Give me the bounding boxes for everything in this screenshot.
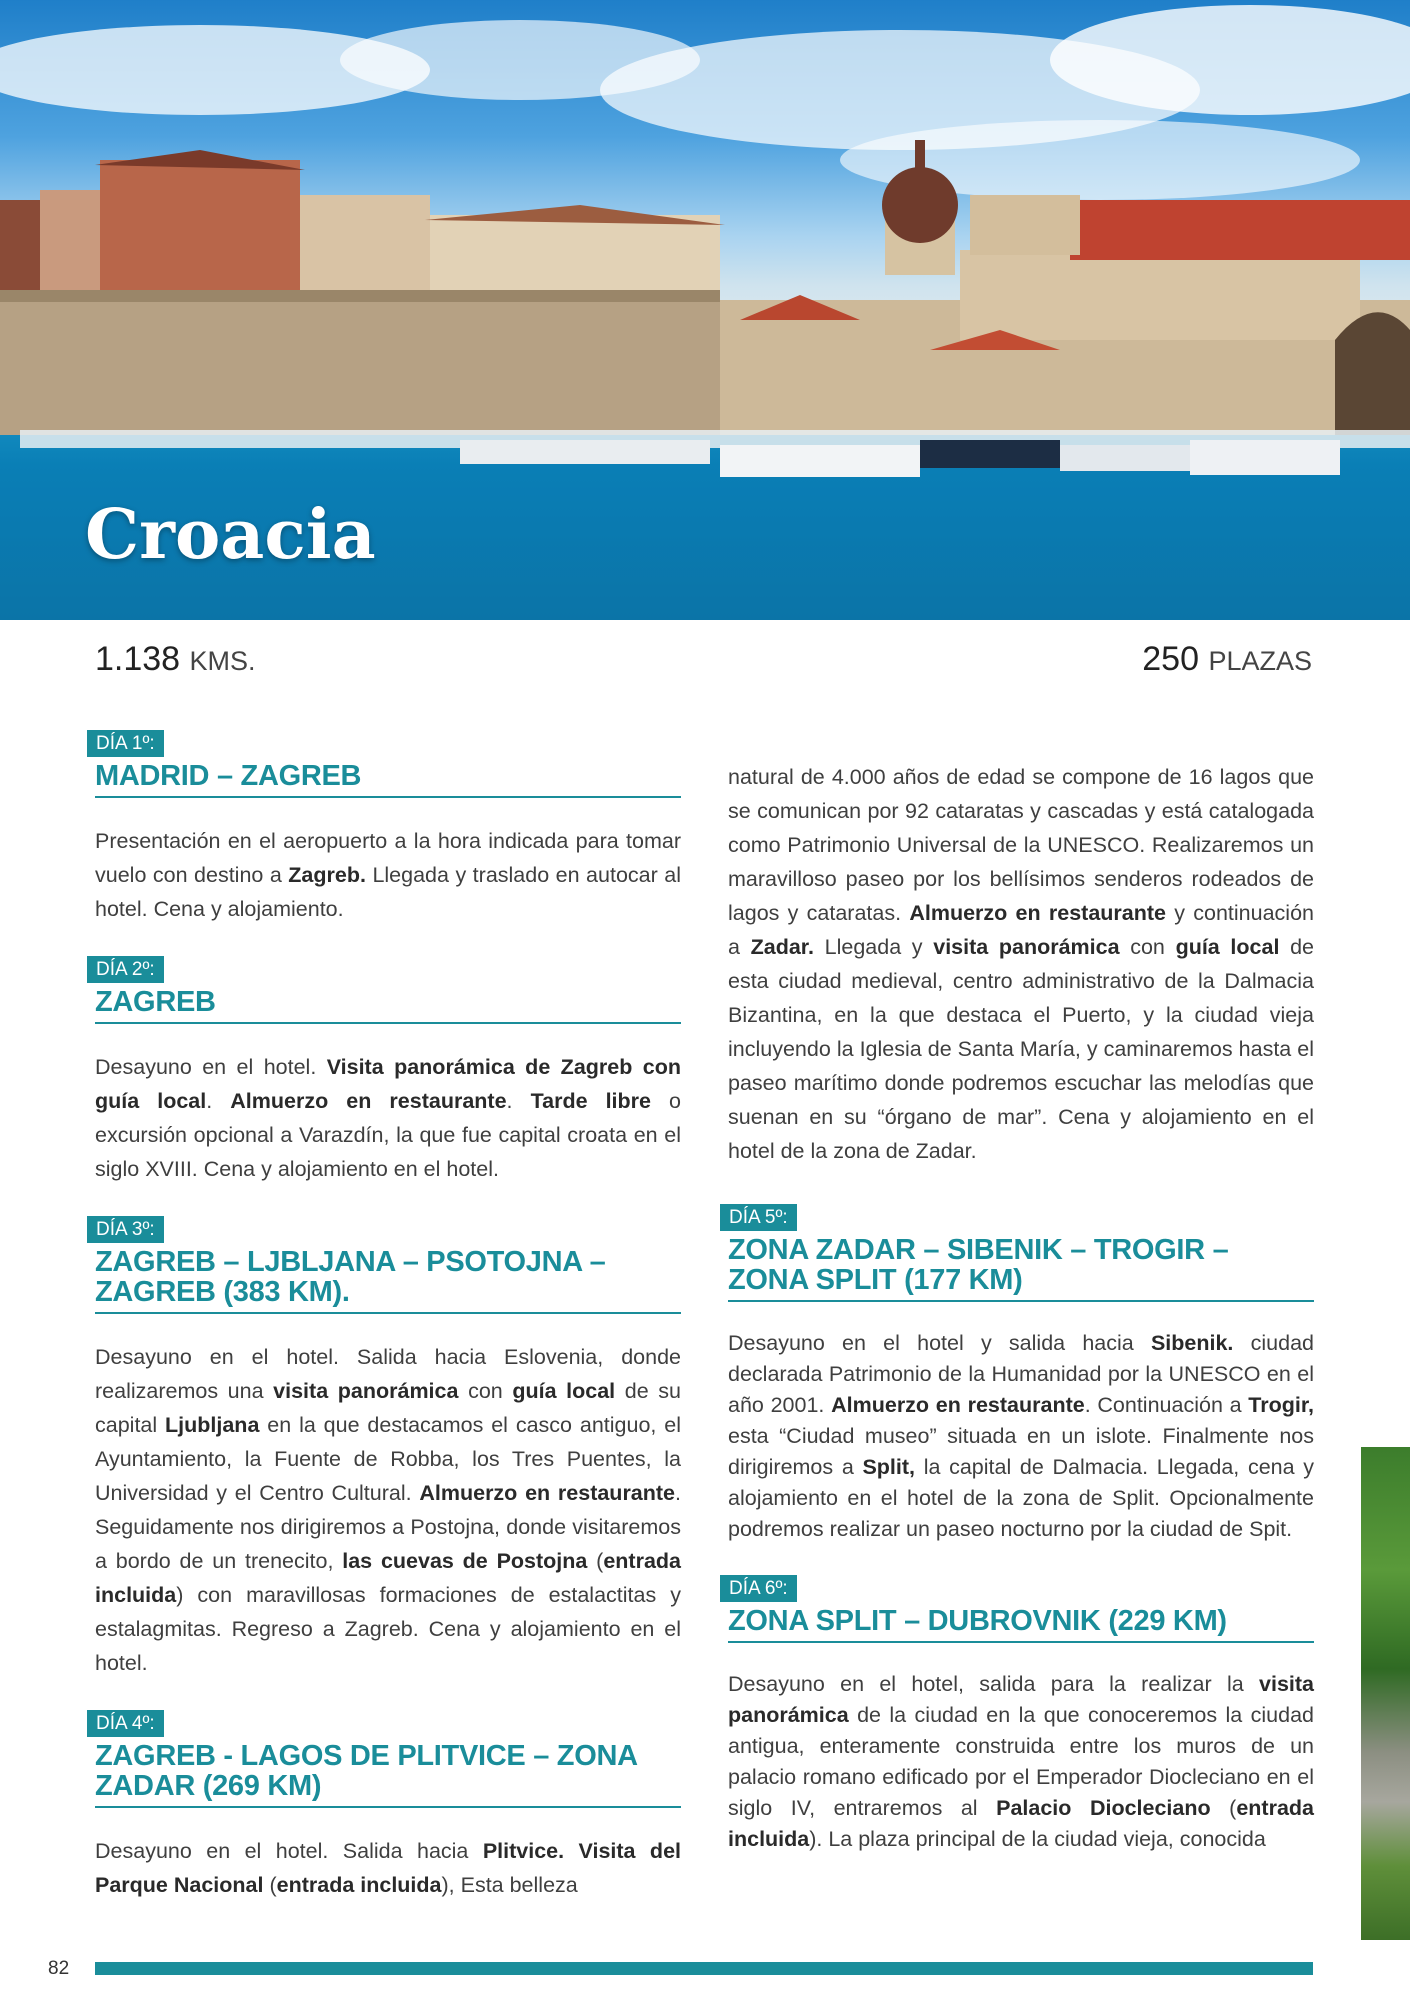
body-text: Desayuno en el hotel. Salida hacia Eslovenia, donde realizaremos una xyxy=(95,1345,681,1403)
day-description-continued xyxy=(728,760,1314,1168)
day-section xyxy=(95,956,681,1186)
day-description xyxy=(728,1669,1314,1855)
body-text: ( xyxy=(263,1873,277,1897)
body-text: Desayuno en el hotel y salida hacia xyxy=(728,1331,1151,1355)
body-text: de la ciudad en la que conoceremos la ciudad antigua, enteramente construida entre los muros de un palacio romano edificado por el Emperador Diocleciano en el siglo IV, entraremos al xyxy=(728,1703,1314,1820)
day-section xyxy=(95,1710,681,1902)
day-badge: DÍA 6º: xyxy=(720,1575,797,1602)
highlight-text: Zagreb. xyxy=(288,863,366,887)
day-badge: DÍA 5º: xyxy=(720,1204,797,1231)
day-badge: DÍA 1º: xyxy=(87,730,164,757)
day-title: MADRID – ZAGREB xyxy=(95,761,681,798)
distance-value: 1.138 xyxy=(95,640,181,678)
day-section xyxy=(95,730,681,926)
highlight-text: Trogir, xyxy=(1248,1393,1315,1417)
day-badge: DÍA 4º: xyxy=(87,1710,164,1737)
highlight-text: Tarde libre xyxy=(530,1089,651,1113)
day-badge: DÍA 3º: xyxy=(87,1216,164,1243)
body-text: y continuación a xyxy=(728,901,1314,959)
day-section xyxy=(728,1204,1314,1545)
body-text: ( xyxy=(1210,1796,1237,1820)
distance-stat xyxy=(95,640,256,679)
highlight-text: visita panorámica xyxy=(728,1672,1314,1727)
highlight-text: entrada incluida xyxy=(728,1796,1314,1851)
highlight-text: Plitvice. Visita del Parque Nacional xyxy=(95,1839,681,1897)
body-text: Desayuno en el hotel, salida para la realizar la xyxy=(728,1672,1260,1696)
highlight-text: entrada incluida xyxy=(95,1549,681,1607)
body-text: Desayuno en el hotel. xyxy=(95,1055,327,1079)
day-section xyxy=(728,1575,1314,1855)
body-text: ciudad declarada Patrimonio de la Humanidad por la UNESCO en el año 2001. xyxy=(728,1331,1314,1417)
body-text: Presentación en el aeropuerto a la hora indicada para tomar vuelo con destino a xyxy=(95,829,681,887)
highlight-text: Sibenik. xyxy=(1150,1331,1234,1355)
highlight-text: las cuevas de Postojna xyxy=(342,1549,588,1573)
day-title: ZAGREB xyxy=(95,987,681,1024)
body-text: Llegada y xyxy=(813,935,934,959)
body-text: esta “Ciudad museo” situada en un islote. Finalmente nos dirigiremos a xyxy=(728,1424,1314,1479)
body-text: Llegada y traslado en autocar al hotel. Cena y alojamiento. xyxy=(95,863,681,921)
body-text: . xyxy=(506,1089,531,1113)
highlight-text: guía local xyxy=(1175,935,1280,959)
side-photo-strip xyxy=(1361,1447,1410,1940)
body-text: en la que destacamos el casco antiguo, el Ayuntamiento, la Fuente de Robba, los Tres Puentes, la Universidad y el Centro Cultural. xyxy=(95,1413,681,1505)
body-text: ). La plaza principal de la ciudad vieja, conocida xyxy=(809,1827,1266,1851)
body-text: . Seguidamente nos dirigiremos a Postojna, donde visitaremos a bordo de un trenecito, xyxy=(95,1481,681,1573)
body-text: . xyxy=(206,1089,231,1113)
highlight-text: guía local xyxy=(512,1379,616,1403)
highlight-text: entrada incluida xyxy=(276,1873,442,1897)
itinerary-right-column xyxy=(728,760,1314,1885)
body-text: de su capital xyxy=(95,1379,681,1437)
day-title: ZAGREB – LJBLJANA – PSOTOJNA – ZAGREB (383 KM). xyxy=(95,1247,681,1314)
body-text: natural de 4.000 años de edad se compone de 16 lagos que se comunican por 92 cataratas y cascadas y está catalogada como Patrimonio Universal de la UNESCO. Realizaremos un maravilloso paseo por los bellísimos senderos rodeados de lagos y cataratas. xyxy=(728,765,1314,925)
day-title: ZONA SPLIT – DUBROVNIK (229 KM) xyxy=(728,1606,1314,1643)
day-section xyxy=(95,1216,681,1680)
highlight-text: Zadar. xyxy=(750,935,814,959)
body-text: o excursión opcional a Varazdín, la que fue capital croata en el siglo XVIII. Cena y alojamiento en el hotel. xyxy=(95,1089,681,1181)
page-title: Croacia xyxy=(85,495,376,575)
page-number: 82 xyxy=(48,1958,70,1979)
day-description xyxy=(95,1050,681,1186)
seats-unit: PLAZAS xyxy=(1208,646,1312,676)
highlight-text: Almuerzo en restaurante xyxy=(909,901,1166,925)
body-text: con xyxy=(458,1379,513,1403)
day-description xyxy=(95,824,681,926)
highlight-text: Almuerzo en restaurante xyxy=(419,1481,676,1505)
highlight-text: Almuerzo en restaurante xyxy=(831,1393,1085,1417)
body-text: ( xyxy=(587,1549,604,1573)
seats-value: 250 xyxy=(1142,640,1199,678)
body-text: de esta ciudad medieval, centro administrativo de la Dalmacia Bizantina, en la que destaca el Puerto, y la ciudad vieja incluyendo la Iglesia de Santa María, y caminaremos hasta el paseo marítimo donde podremos escuchar las melodías que suenan en su “órgano de mar”. Cena y alojamiento en el hotel de la zona de Zadar. xyxy=(728,935,1314,1163)
seats-stat xyxy=(1142,640,1312,679)
footer-bar xyxy=(95,1962,1313,1975)
body-text: la capital de Dalmacia. Llegada, cena y alojamiento en el hotel de la zona de Split. Opcionalmente podremos realizar un paseo nocturno por la ciudad de Spit. xyxy=(728,1455,1314,1541)
body-text: Desayuno en el hotel. Salida hacia xyxy=(95,1839,483,1863)
day-title: ZAGREB - LAGOS DE PLITVICE – ZONA ZADAR (269 KM) xyxy=(95,1741,681,1808)
highlight-text: visita panorámica xyxy=(933,935,1120,959)
body-text: ) con maravillosas formaciones de estalactitas y estalagmitas. Regreso a Zagreb. Cena y alojamiento en el hotel. xyxy=(95,1583,681,1675)
distance-unit: KMS. xyxy=(189,646,256,676)
day-description xyxy=(728,1328,1314,1545)
highlight-text: Split, xyxy=(862,1455,916,1479)
itinerary-left-column xyxy=(95,730,681,1932)
highlight-text: visita panorámica xyxy=(273,1379,459,1403)
body-text: . Continuación a xyxy=(1084,1393,1249,1417)
day-description xyxy=(95,1834,681,1902)
highlight-text: Ljubljana xyxy=(165,1413,260,1437)
highlight-text: Visita panorámica de Zagreb con guía local xyxy=(95,1055,681,1113)
day-title: ZONA ZADAR – SIBENIK – TROGIR – ZONA SPLIT (177 KM) xyxy=(728,1235,1314,1302)
body-text: ), Esta belleza xyxy=(441,1873,578,1897)
highlight-text: Palacio Diocleciano xyxy=(996,1796,1211,1820)
body-text: con xyxy=(1119,935,1176,959)
day-badge: DÍA 2º: xyxy=(87,956,164,983)
day-description xyxy=(95,1340,681,1680)
highlight-text: Almuerzo en restaurante xyxy=(230,1089,507,1113)
hero-photo xyxy=(0,0,1410,620)
